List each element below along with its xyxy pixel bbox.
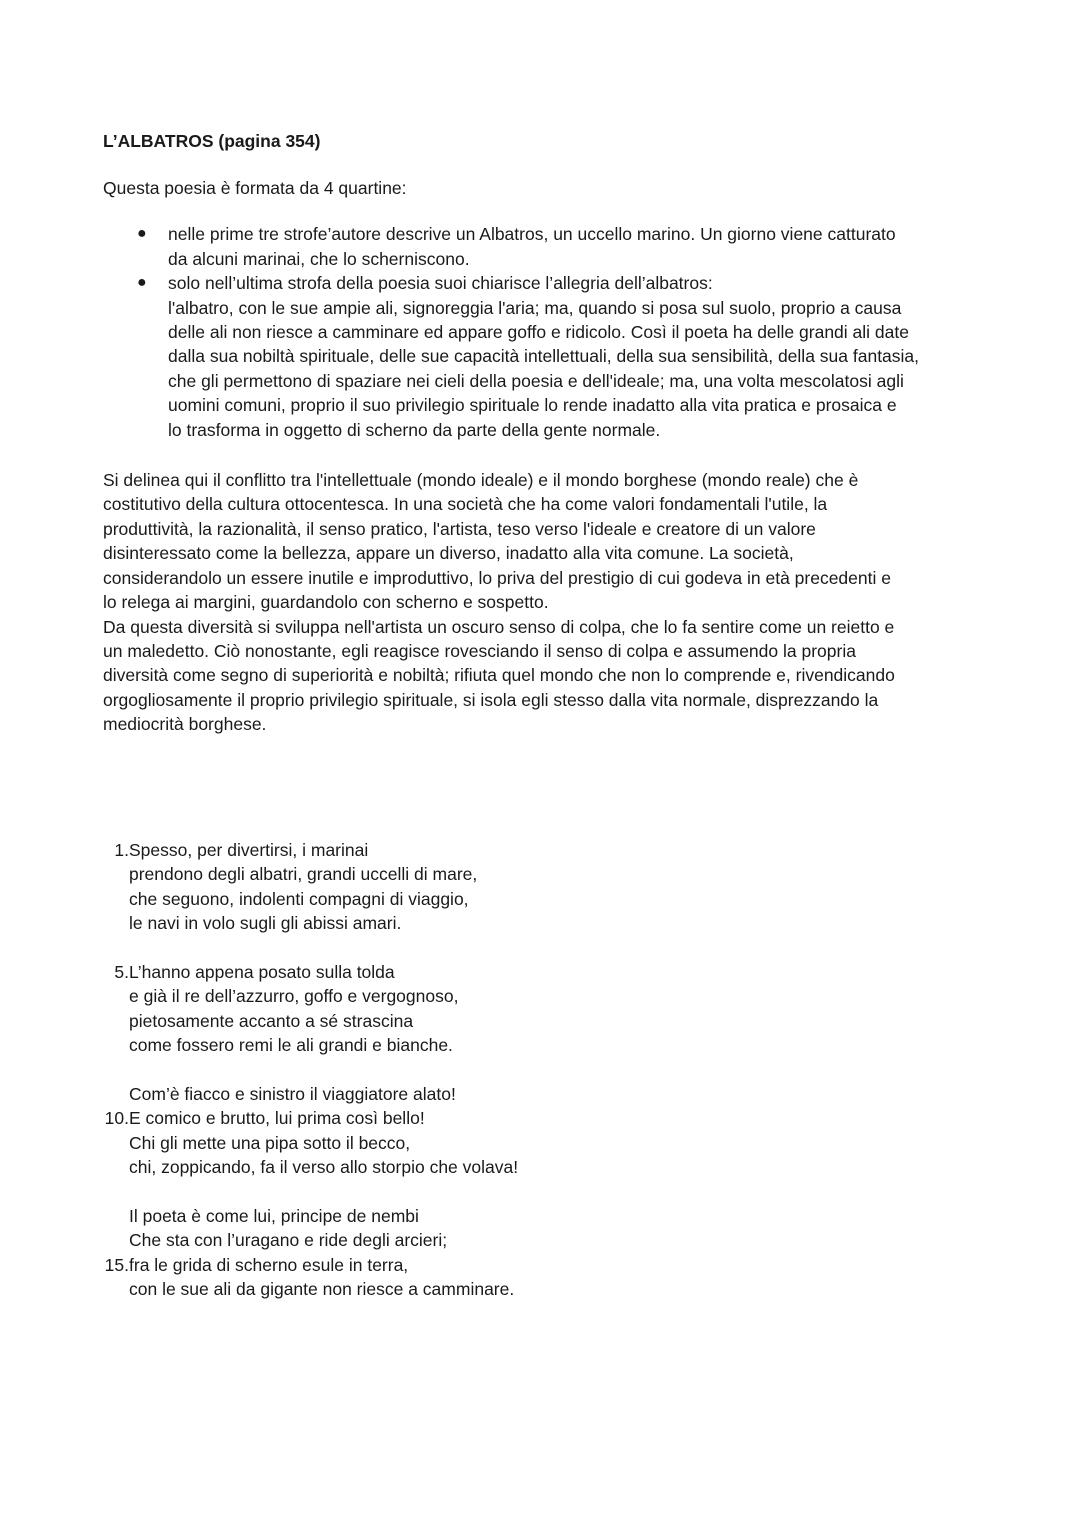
poem-verse <box>103 1228 703 1252</box>
poem-verse <box>103 1155 703 1179</box>
poem-verse <box>103 862 703 886</box>
document-body <box>103 128 983 737</box>
bullet-line: l'albatro, con le sue ampie ali, signoreggia l'aria; ma, quando si posa sul suolo, proprio a causa <box>168 297 902 318</box>
verse-text: le navi in volo sugli gli abissi amari. <box>129 913 402 934</box>
poem-stanza <box>103 838 703 936</box>
poem-verse <box>103 984 703 1008</box>
verse-text: Com’è fiacco e sinistro il viaggiatore alato! <box>129 1084 456 1105</box>
poem <box>103 838 703 1326</box>
verse-text: che seguono, indolenti compagni di viaggio, <box>129 888 469 909</box>
paragraph-line: Da questa diversità si sviluppa nell'artista un oscuro senso di colpa, che lo fa sentire come un reietto e <box>103 616 895 637</box>
bullet-list <box>103 222 983 442</box>
bullet-item <box>103 222 983 271</box>
poem-verse <box>103 960 703 984</box>
paragraph-line: orgogliosamente il proprio privilegio spirituale, si isola egli stesso dalla vita normale, disprezzando la <box>103 689 879 710</box>
verse-text: L’hanno appena posato sulla tolda <box>129 962 395 983</box>
poem-verse <box>103 1204 703 1228</box>
verse-text: con le sue ali da gigante non riesce a camminare. <box>129 1279 515 1300</box>
paragraph-line: mediocrità borghese. <box>103 714 267 735</box>
verse-text: E comico e brutto, lui prima così bello! <box>129 1108 425 1129</box>
poem-verse <box>103 1277 703 1301</box>
bullet-icon: ● <box>137 274 147 292</box>
verse-number: 5. <box>114 962 129 983</box>
verse-text: e già il re dell’azzurro, goffo e vergognoso, <box>129 986 459 1007</box>
paragraph-line: un maledetto. Ciò nonostante, egli reagisce rovesciando il senso di colpa e assumendo la propria <box>103 640 856 661</box>
document-title: L’ALBATROS (pagina 354) <box>103 131 321 151</box>
paragraph-line: costitutivo della cultura ottocentesca. In una società che ha come valori fondamentali l'utile, la <box>103 494 828 515</box>
poem-stanza <box>103 1082 703 1180</box>
poem-verse <box>103 1033 703 1057</box>
poem-verse <box>103 838 703 862</box>
intro-paragraph: Questa poesia è formata da 4 quartine: <box>103 178 407 198</box>
bullet-line: da alcuni marinai, che lo scherniscono. <box>168 248 470 269</box>
bullet-line: delle ali non riesce a camminare ed appare goffo e ridicolo. Così il poeta ha delle grandi ali date <box>168 322 909 343</box>
analysis-paragraph-2 <box>103 615 983 737</box>
verse-text: chi, zoppicando, fa il verso allo storpio che volava! <box>129 1157 519 1178</box>
bullet-line: uomini comuni, proprio il suo privilegio spirituale lo rende inadatto alla vita pratica e prosaica e <box>168 395 897 416</box>
paragraph-line: lo relega ai margini, guardandolo con scherno e sospetto. <box>103 592 549 613</box>
bullet-line: solo nell’ultima strofa della poesia suoi chiarisce l’allegria dell’albatros: <box>168 273 713 294</box>
poem-verse <box>103 911 703 935</box>
verse-text: fra le grida di scherno esule in terra, <box>129 1254 409 1275</box>
paragraph-line: disinteressato come la bellezza, appare un diverso, inadatto alla vita comune. La società, <box>103 543 794 564</box>
bullet-line: dalla sua nobiltà spirituale, delle sue capacità intellettuali, della sua sensibilità, della sua fantasia, <box>168 346 920 367</box>
verse-text: come fossero remi le ali grandi e bianche. <box>129 1035 453 1056</box>
analysis-paragraph-1 <box>103 468 983 614</box>
poem-verse <box>103 1131 703 1155</box>
verse-text: prendono degli albatri, grandi uccelli di mare, <box>129 864 478 885</box>
bullet-line: nelle prime tre strofe’autore descrive un Albatros, un uccello marino. Un giorno viene catturato <box>168 224 896 245</box>
verse-number: 10. <box>104 1108 129 1129</box>
poem-verse <box>103 1253 703 1277</box>
poem-verse <box>103 887 703 911</box>
verse-text: pietosamente accanto a sé strascina <box>129 1010 414 1031</box>
poem-verse <box>103 1082 703 1106</box>
poem-stanza <box>103 1204 703 1302</box>
verse-text: Il poeta è come lui, principe de nembi <box>129 1206 419 1227</box>
verse-text: Chi gli mette una pipa sotto il becco, <box>129 1132 411 1153</box>
poem-verse <box>103 1009 703 1033</box>
poem-verse <box>103 1106 703 1130</box>
paragraph-line: considerandolo un essere inutile e improduttivo, lo priva del prestigio di cui godeva in età precedenti e <box>103 567 891 588</box>
bullet-line: che gli permettono di spaziare nei cieli della poesia e dell'ideale; ma, una volta mescolatosi agli <box>168 370 904 391</box>
bullet-icon: ● <box>137 225 147 243</box>
bullet-item <box>103 271 983 442</box>
paragraph-line: Si delinea qui il conflitto tra l'intellettuale (mondo ideale) e il mondo borghese (mondo reale) che è <box>103 470 859 491</box>
paragraph-line: diversità come segno di superiorità e nobiltà; rifiuta quel mondo che non lo comprende e, rivendicando <box>103 665 895 686</box>
verse-number: 15. <box>104 1254 129 1275</box>
verse-text: Che sta con l’uragano e ride degli arcieri; <box>129 1230 448 1251</box>
verse-text: Spesso, per divertirsi, i marinai <box>129 840 369 860</box>
bullet-line: lo trasforma in oggetto di scherno da parte della gente normale. <box>168 419 661 440</box>
poem-stanza <box>103 960 703 1058</box>
verse-number: 1. <box>114 840 129 860</box>
paragraph-line: produttività, la razionalità, il senso pratico, l'artista, teso verso l'ideale e creatore di un valore <box>103 518 816 539</box>
